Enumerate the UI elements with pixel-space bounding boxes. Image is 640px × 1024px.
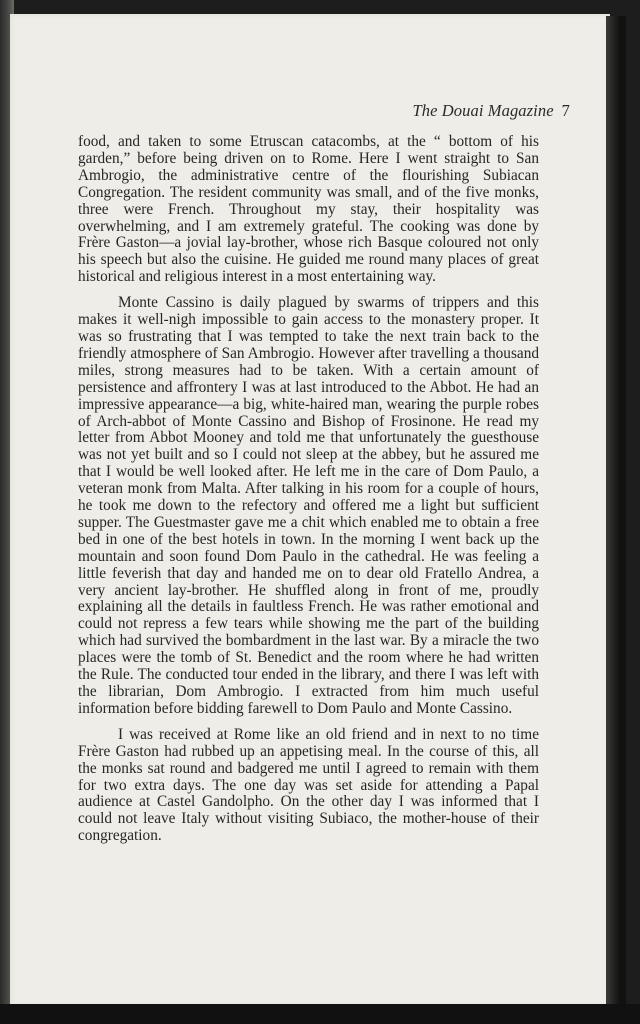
paragraph-3: I was received at Rome like an old friend and in next to no time Frère Gaston had rubbed up an appetising meal. In the course of this, all the monks sat round and badgered me until I agreed to remain with them for two extra days. The one day was set aside for attending a Papal audience at Castel Gandolpho. On the other day I was informed that I could not leave Italy without visiting Subiaco, the mother-house of their congregation. xyxy=(78,725,539,845)
page-edge-shadow xyxy=(606,16,626,1006)
running-header xyxy=(413,101,570,121)
magazine-title: The Douai Magazine xyxy=(412,101,554,120)
body-text xyxy=(78,134,539,854)
page-number: 7 xyxy=(561,101,570,120)
paragraph-2: Monte Cassino is daily plagued by swarms of trippers and this makes it well-nigh impossible to gain access to the monastery proper. It was so frustrating that I was tempted to take the next train back to the friendly atmosphere of San Ambrogio. However after travelling a thousand miles, strong measures had to be taken. With a certain amount of persistence and affrontery I was at last introduced to the Abbot. He had an impressive appearance—a big, white-haired man, wearing the purple robes of Arch-abbot of Monte Cassino and Bishop of Frosinone. He read my letter from Abbot Mooney and told me that unfortunately the guesthouse was not yet built and so I could not sleep at the abbey, but he assured me that I would be well looked after. He left me in the care of Dom Paulo, a veteran monk from Malta. After talking in his room for a couple of hours, he took me down to the refectory and offered me a light but sufficient supper. The Guestmaster gave me a chit which enabled me to obtain a free bed in one of the best hotels in town. In the morning I went back up the mountain and soon found Dom Paulo in the cathedral. He was feeling a little feverish that day and handed me on to dear old Fratello Andrea, a very ancient lay-brother. He shuffled along in front of me, proudly explaining all the details in faultless French. He was rather emotional and could not repress a few tears while showing me the part of the building which had survived the bombardment in the last war. By a miracle the two places were the tomb of St. Benedict and the room where he had written the Rule. The conducted tour ended in the library, and there I was left with the librarian, Dom Ambrogio. I extracted from him much useful information before bidding farewell to Dom Paulo and Monte Cassino. xyxy=(78,294,539,717)
paragraph-1: food, and taken to some Etruscan catacombs, at the “ bottom of his garden,” before being driven on to Rome. Here I went straight to San Ambrogio, the administrative centre of the flourishing Subiacan Congregation. The resident community was small, and of the five monks, three were French. Throughout my stay, their hospitality was overwhelming, and I am extremely grateful. The cooking was done by Frère Gaston—a jovial lay-brother, whose rich Basque coloured not only his speech but also the cuisine. He guided me round many places of great historical and religious interest in a most entertaining way. xyxy=(78,133,539,286)
page-bottom-shadow xyxy=(0,1004,640,1024)
